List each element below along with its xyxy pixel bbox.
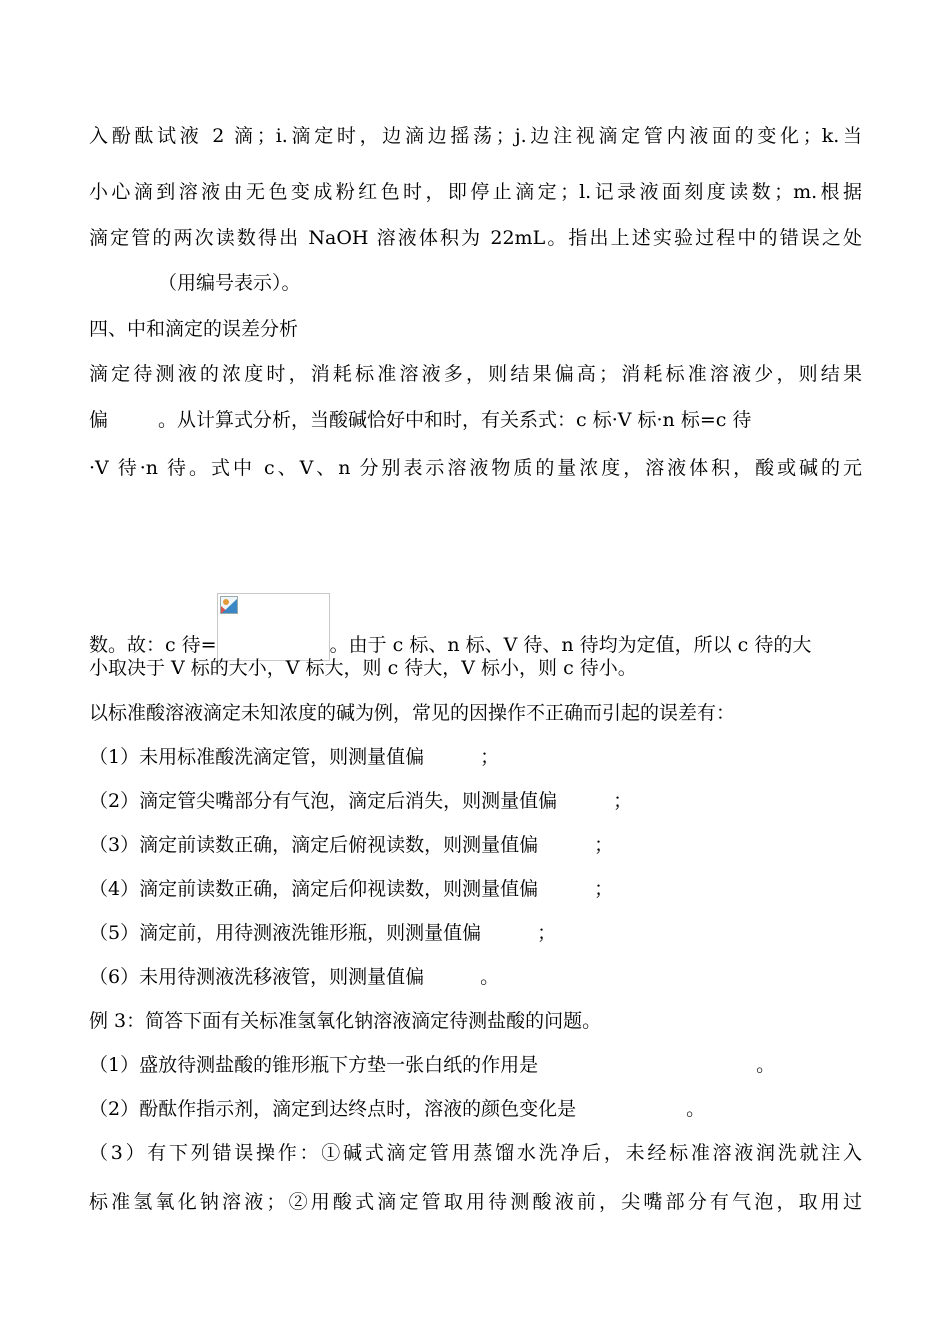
- question-end: 。: [686, 1098, 706, 1120]
- text-line: （用编号表示）。: [158, 272, 301, 294]
- question-text: （2）滴定管尖嘴部分有气泡，滴定后消失，则测量值偏: [89, 790, 558, 812]
- text-fragment: 。从计算式分析，当酸碱恰好中和时，有关系式：c 标·V 标·n 标=c 待: [158, 409, 752, 431]
- question-item: [89, 921, 556, 945]
- question-text: （3）滴定前读数正确，滴定后俯视读数，则测量值偏: [89, 834, 539, 856]
- text-line: （3）有下列错误操作：①碱式滴定管用蒸馏水洗净后，未经标准溶液润洗就注入: [89, 1142, 862, 1164]
- text-line: 滴定待测液的浓度时，消耗标准溶液多，则结果偏高；消耗标准溶液少，则结果: [89, 363, 862, 385]
- question-item: [89, 833, 613, 857]
- question-item: [89, 1097, 705, 1121]
- section-heading: 四、中和滴定的误差分析: [89, 318, 299, 340]
- question-text: （5）滴定前，用待测液洗锥形瓶，则测量值偏: [89, 922, 482, 944]
- example-heading: 例 3：简答下面有关标准氢氧化钠溶液滴定待测盐酸的问题。: [89, 1010, 602, 1032]
- text-line: [89, 593, 811, 657]
- formula-image-placeholder: [217, 593, 330, 661]
- question-end: 。: [756, 1054, 776, 1076]
- text-line: 标准氢氧化钠溶液；②用酸式滴定管取用待测酸液前，尖嘴部分有气泡，取用过: [89, 1191, 862, 1213]
- question-item: [89, 789, 632, 813]
- question-end: ；: [613, 790, 633, 812]
- text-fragment: 。由于 c 标、n 标、V 待、n 待均为定值，所以 c 待的大: [329, 634, 812, 656]
- broken-image-icon: [220, 596, 238, 614]
- question-item: [89, 1053, 775, 1077]
- question-text: （1）未用标准酸洗滴定管，则测量值偏: [89, 746, 425, 768]
- text-line: [89, 408, 862, 432]
- text-line: ·V 待·n 待。式中 c、V、n 分别表示溶液物质的量浓度，溶液体积，酸或碱的元: [89, 457, 862, 479]
- question-item: [89, 745, 499, 769]
- text-line: 小取决于 V 标的大小，V 标大，则 c 待大，V 标小，则 c 待小。: [89, 657, 637, 679]
- question-end: ；: [537, 922, 557, 944]
- text-fragment: 数。故：c 待=: [89, 634, 217, 656]
- question-text: （1）盛放待测盐酸的锥形瓶下方垫一张白纸的作用是: [89, 1054, 539, 1076]
- question-text: （2）酚酞作指示剂，滴定到达终点时，溶液的颜色变化是: [89, 1098, 577, 1120]
- text-line: 滴定管的两次读数得出 NaOH 溶液体积为 22mL。指出上述实验过程中的错误之处: [89, 227, 862, 249]
- text-line: 小心滴到溶液由无色变成粉红色时，即停止滴定；l.记录液面刻度读数；m.根据: [89, 181, 862, 203]
- question-text: （6）未用待测液洗移液管，则测量值偏: [89, 966, 425, 988]
- text-line: 入酚酞试液 2 滴；i.滴定时，边滴边摇荡；j.边注视滴定管内液面的变化；k.当: [89, 125, 862, 147]
- question-item: [89, 965, 499, 989]
- question-end: 。: [480, 966, 500, 988]
- question-end: ；: [480, 746, 500, 768]
- question-end: ；: [594, 834, 614, 856]
- text-line: 以标准酸溶液滴定未知浓度的碱为例，常见的因操作不正确而引起的误差有：: [89, 702, 736, 724]
- question-end: ；: [594, 878, 614, 900]
- question-text: （4）滴定前读数正确，滴定后仰视读数，则测量值偏: [89, 878, 539, 900]
- question-item: [89, 877, 613, 901]
- text-fragment: 偏: [89, 409, 109, 431]
